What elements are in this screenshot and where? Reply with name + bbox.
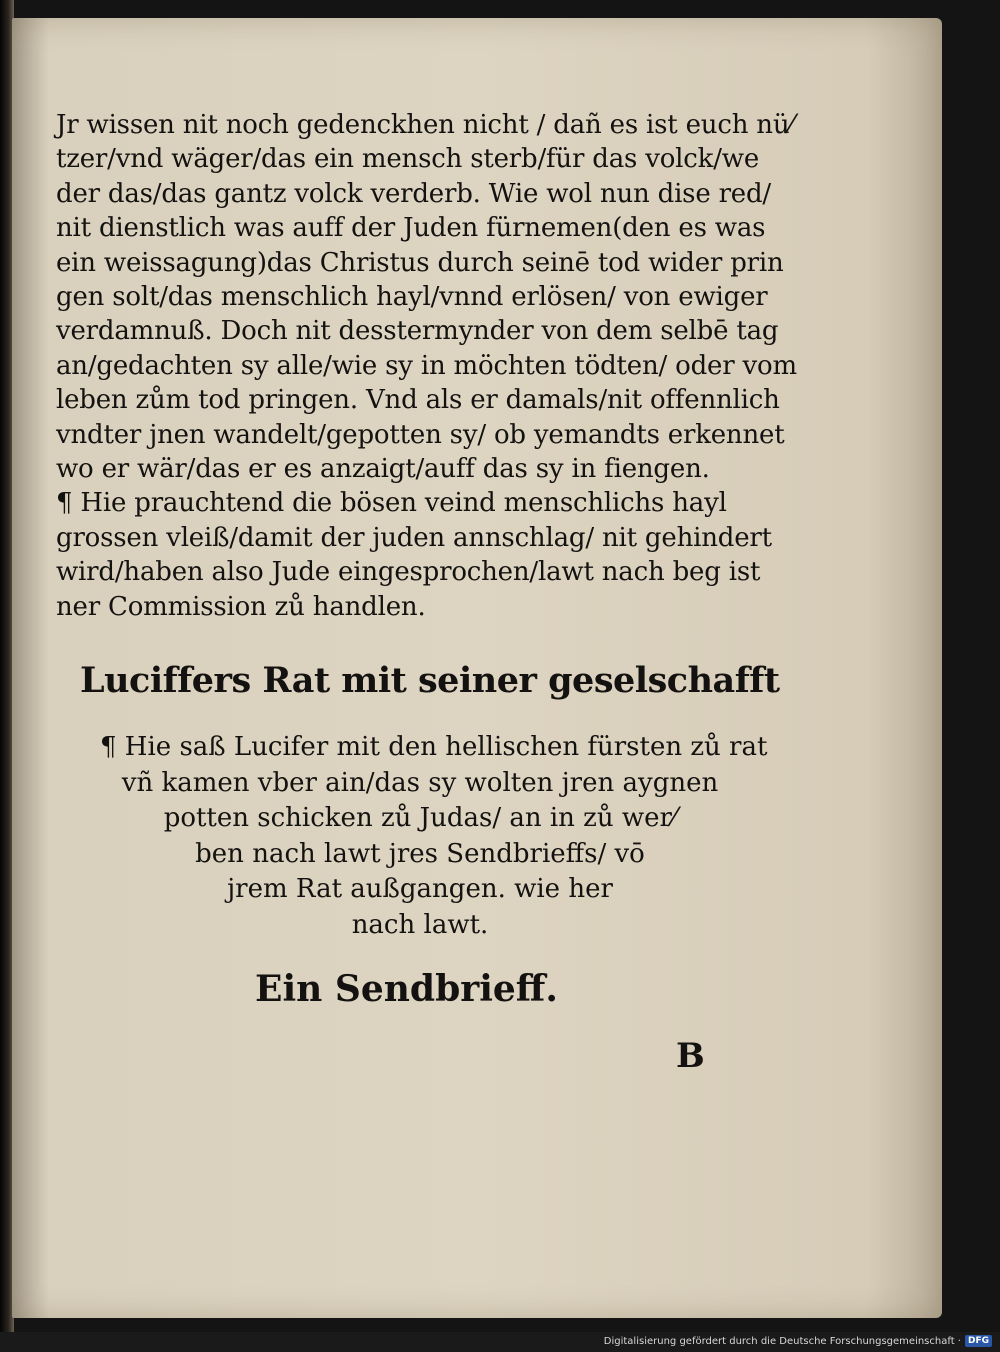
body-line: ner Commission zů handlen. (56, 591, 426, 622)
body-line: leben zům tod pringen. Vnd als er damals/nit offennlich (56, 385, 780, 416)
body-line: gen solt/das menschlich hayl/vnnd erlösen/ von ewiger (56, 282, 768, 313)
section-heading: Luciffers Rat mit seiner geselschafft (80, 660, 780, 701)
body-line: ein weissagung)das Christus durch seinē tod wider prin (56, 247, 784, 278)
footer-credit-text: Digitalisierung gefördert durch die Deutsche Forschungsgemeinschaft · (603, 1335, 961, 1347)
body-line: wo er wär/das er es anzaigt/auff das sy in fiengen. (56, 454, 710, 485)
dfg-logo: DFG (965, 1335, 992, 1347)
summary-line: jrem Rat außgangen. wie her (227, 874, 613, 904)
body-line: Jr wissen nit noch gedenckhen nicht / dañ es ist euch nü⁄ (56, 110, 794, 140)
body-line: nit dienstlich was auff der Juden fürnemen(den es was (56, 213, 766, 244)
body-line: tzer/vnd wäger/das ein mensch sterb/für das volck/we (56, 144, 760, 175)
signature-mark: B (676, 1036, 705, 1076)
footer-credit (604, 1332, 992, 1350)
body-line: verdamnuß. Doch nit desstermynder von dem selbē tag (56, 316, 779, 347)
body-line: der das/das gantz volck verderb. Wie wol nun dise red/ (56, 178, 771, 209)
body-line: an/gedachten sy alle/wie sy in möchten tödten/ oder vom (56, 350, 797, 381)
summary-line: ben nach lawt jres Sendbrieffs/ vō (195, 838, 645, 869)
summary-line: ¶ Hie saß Lucifer mit den hellischen fürsten zů rat (100, 732, 768, 762)
section-summary (100, 730, 768, 943)
summary-line: vñ kamen vber ain/das sy wolten jren aygnen (121, 767, 719, 798)
body-line: wird/haben also Jude eingesprochen/lawt nach beg ist (56, 557, 761, 588)
letter-title: Ein Sendbrieff. (255, 968, 558, 1010)
body-line: vndter jnen wandelt/gepotten sy/ ob yemandts erkennet (56, 419, 785, 450)
summary-line: nach lawt. (351, 909, 489, 940)
summary-line: potten schicken zů Judas/ an in zů wer⁄ (163, 803, 677, 833)
body-line: ¶ Hie prauchtend die bösen veind menschlichs hayl (56, 488, 727, 519)
body-line: grossen vleiß/damit der juden annschlag/ nit gehindert (56, 522, 772, 553)
body-text (56, 108, 797, 624)
